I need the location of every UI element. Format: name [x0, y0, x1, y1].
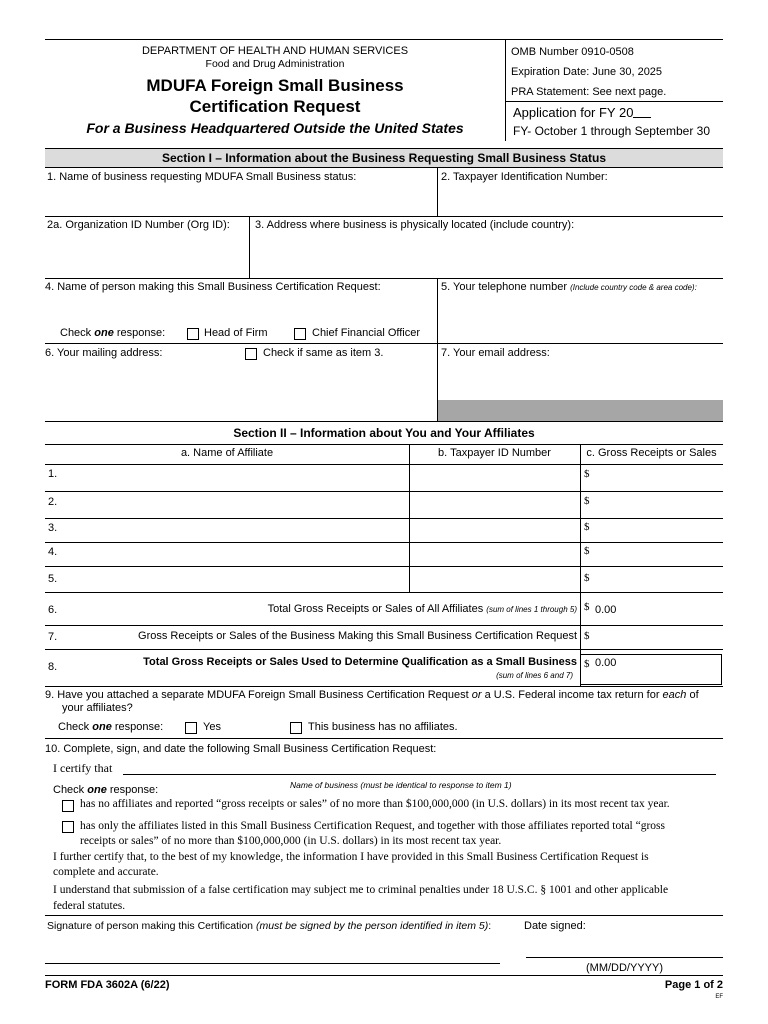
row8-note: (sum of lines 6 and 7): [496, 671, 573, 680]
q9-no-affiliates-checkbox[interactable]: [290, 722, 302, 734]
row7-label: Gross Receipts or Sales of the Business Making this Small Business Certification Request: [138, 630, 577, 642]
page-number: Page 1 of 2: [664, 979, 723, 991]
form-id: FORM FDA 3602A (6/22): [45, 979, 170, 991]
ef-mark: EF: [715, 994, 723, 1000]
item3-label: 3. Address where business is physically located (include country):: [255, 219, 575, 231]
dollar-sign: $: [584, 545, 590, 557]
affiliate-name-field-5[interactable]: [60, 568, 407, 591]
further-certify-line1: I further certify that, to the best of my knowledge, the information I have provided in this Small Business Certification Request is: [53, 851, 649, 863]
row6-text: Total Gross Receipts or Sales of All Affiliates: [267, 603, 484, 615]
q9-yes-checkbox[interactable]: [185, 722, 197, 734]
dollar-sign: $: [584, 468, 590, 480]
expiration-date: Expiration Date: June 30, 2025: [511, 66, 663, 78]
check-prefix: Check: [53, 784, 85, 796]
affiliate-tin-field-4[interactable]: [411, 544, 578, 565]
signature-field[interactable]: [45, 938, 500, 964]
dollar-sign: $: [584, 601, 590, 613]
form-title-line1: MDUFA Foreign Small Business: [146, 76, 404, 95]
q9-part1: 9. Have you attached a separate MDUFA Foreign Small Business Certification Request: [45, 689, 469, 701]
date-signed-field[interactable]: [526, 938, 723, 958]
affiliate-receipts-field-4[interactable]: [594, 544, 722, 565]
shaded-cell: [438, 400, 723, 421]
affiliate-tin-field-5[interactable]: [411, 568, 578, 591]
affiliate-receipts-field-1[interactable]: [594, 466, 722, 490]
application-fy-label: Application for FY 20: [513, 105, 634, 120]
question10: 10. Complete, sign, and date the following Small Business Certification Request:: [45, 743, 437, 755]
col-c-header: c. Gross Receipts or Sales: [586, 447, 717, 459]
understand-line1: I understand that submission of a false certification may subject me to criminal penalties under 18 U.S.C. § 1001 and other applicable: [53, 884, 669, 896]
check-prefix: Check: [60, 327, 92, 339]
affiliate-row-num: 4.: [48, 546, 58, 558]
item2-label: 2. Taxpayer Identification Number:: [441, 171, 608, 183]
sig-colon: :: [488, 920, 492, 932]
item2a-label: 2a. Organization ID Number (Org ID):: [47, 219, 230, 231]
form-title-line2: Certification Request: [189, 97, 361, 116]
item5-text: 5. Your telephone number: [441, 281, 567, 293]
row8-label: Total Gross Receipts or Sales Used to Determine Qualification as a Small Business: [143, 656, 577, 668]
affiliate-name-field-4[interactable]: [60, 544, 407, 565]
affiliate-tin-field-3[interactable]: [411, 520, 578, 541]
affiliate-row-num: 2.: [48, 496, 58, 508]
q9-or: or: [471, 689, 482, 701]
dollar-sign: $: [584, 572, 590, 584]
section2-title: Section II – Information about You and Your Affiliates: [233, 426, 535, 440]
item7-label: 7. Your email address:: [441, 347, 550, 359]
application-fy: [513, 105, 651, 120]
affiliate-row-num: 3.: [48, 522, 58, 534]
mailing-address-field[interactable]: [46, 362, 435, 420]
head-of-firm-label: Head of Firm: [204, 327, 268, 339]
sig-label-note: (must be signed by the person identified in item 5): [255, 920, 489, 932]
item4-label: 4. Name of person making this Small Business Certification Request:: [45, 281, 381, 293]
row7-num: 7.: [48, 631, 58, 643]
head-of-firm-checkbox[interactable]: [187, 328, 199, 340]
affiliate-name-field-1[interactable]: [60, 466, 407, 490]
q9-part3: of: [689, 689, 699, 701]
affiliate-receipts-field-3[interactable]: [594, 520, 722, 541]
requester-name-field[interactable]: [46, 296, 435, 322]
row7-value-field[interactable]: [594, 627, 722, 647]
affiliate-tin-field-2[interactable]: [411, 493, 578, 517]
cert-opt1-checkbox[interactable]: [62, 800, 74, 812]
check-one-emphasis: one: [92, 721, 112, 733]
cert-opt1-label: has no affiliates and reported “gross receipts or sales” of no more than $100,000,000 (in U.S. dollars) in its most recent tax year.: [80, 798, 670, 810]
org-id-field[interactable]: [46, 234, 248, 277]
affiliate-row-num: 1.: [48, 468, 58, 480]
cert-opt2-checkbox[interactable]: [62, 821, 74, 833]
item6-label: 6. Your mailing address:: [45, 347, 163, 359]
affiliate-tin-field-1[interactable]: [411, 466, 578, 490]
check-suffix: response:: [109, 784, 159, 796]
q10-check-row: [53, 784, 158, 796]
affiliate-receipts-field-5[interactable]: [594, 568, 722, 591]
email-field[interactable]: [439, 362, 722, 399]
agency-name: Food and Drug Administration: [205, 58, 345, 70]
understand-line2: federal statutes.: [53, 900, 126, 912]
check-one-emphasis: one: [94, 327, 114, 339]
q9-no-affiliates-label: This business has no affiliates.: [308, 721, 458, 733]
date-format-hint: (MM/DD/YYYY): [586, 962, 663, 974]
physical-address-field[interactable]: [251, 234, 722, 277]
sig-label-text: Signature of person making this Certification: [47, 920, 254, 932]
certify-label: I certify that: [53, 761, 113, 775]
item5-label: [441, 281, 697, 293]
same-as-item3-label: Check if same as item 3.: [263, 347, 384, 359]
certify-business-name-field[interactable]: [123, 760, 716, 775]
dollar-sign: $: [584, 630, 590, 642]
item1-label: 1. Name of business requesting MDUFA Small Business status:: [47, 171, 357, 183]
row8-value: 0.00: [595, 657, 617, 669]
q9-part2: a U.S. Federal income tax return for: [484, 689, 660, 701]
department-name: DEPARTMENT OF HEALTH AND HUMAN SERVICES: [141, 45, 409, 57]
col-b-header: b. Taxpayer ID Number: [438, 447, 551, 459]
omb-number: OMB Number 0910-0508: [511, 46, 634, 58]
row6-label: [60, 603, 577, 615]
affiliate-row-num: 5.: [48, 573, 58, 585]
name-note: Name of business (must be identical to response to item 1): [290, 780, 512, 790]
row6-num: 6.: [48, 604, 58, 616]
cert-opt2-line1: has only the affiliates listed in this Small Business Certification Request, and together with those affiliates reported total “gross: [80, 820, 666, 832]
form-subtitle: For a Business Headquartered Outside the United States: [86, 120, 464, 136]
taxpayer-id-field[interactable]: [439, 184, 722, 215]
signature-label: [47, 920, 491, 932]
check-suffix: response:: [114, 721, 164, 733]
q9-line2: your affiliates?: [62, 702, 133, 714]
dollar-sign: $: [584, 521, 590, 533]
fy-range: FY- October 1 through September 30: [513, 124, 711, 138]
col-a-header: a. Name of Affiliate: [180, 447, 274, 459]
check-one-emphasis: one: [87, 784, 107, 796]
check-one-row: [60, 327, 165, 339]
date-signed-label: Date signed:: [524, 920, 586, 932]
q9-check-row: [58, 721, 163, 733]
check-suffix: response:: [116, 327, 166, 339]
row6-note: (sum of lines 1 through 5): [486, 605, 577, 614]
row6-value[interactable]: 0.00: [595, 604, 617, 616]
q9-yes-label: Yes: [203, 721, 221, 733]
cfo-checkbox[interactable]: [294, 328, 306, 340]
item5-note: (Include country code & area code):: [570, 283, 697, 292]
cert-opt2-line2: receipts or sales” of no more than $100,000,000 (in U.S. dollars) in its most recent tax year.: [80, 835, 502, 847]
fy-year-field[interactable]: [633, 106, 651, 118]
affiliate-name-field-2[interactable]: [60, 493, 407, 517]
same-as-item3-checkbox[interactable]: [245, 348, 257, 360]
dollar-sign: $: [584, 495, 590, 507]
q9-each: each: [662, 689, 687, 701]
cfo-label: Chief Financial Officer: [312, 327, 421, 339]
further-certify-line2: complete and accurate.: [53, 866, 159, 878]
question9: [45, 689, 699, 701]
affiliate-receipts-field-2[interactable]: [594, 493, 722, 517]
business-name-field[interactable]: [46, 184, 435, 215]
section1-title: Section I – Information about the Business Requesting Small Business Status: [45, 148, 723, 168]
affiliate-name-field-3[interactable]: [60, 520, 407, 541]
telephone-field[interactable]: [439, 296, 722, 342]
dollar-sign: $: [584, 658, 590, 670]
row8-num: 8.: [48, 661, 58, 673]
pra-statement: PRA Statement: See next page.: [511, 86, 667, 98]
check-prefix: Check: [58, 721, 90, 733]
